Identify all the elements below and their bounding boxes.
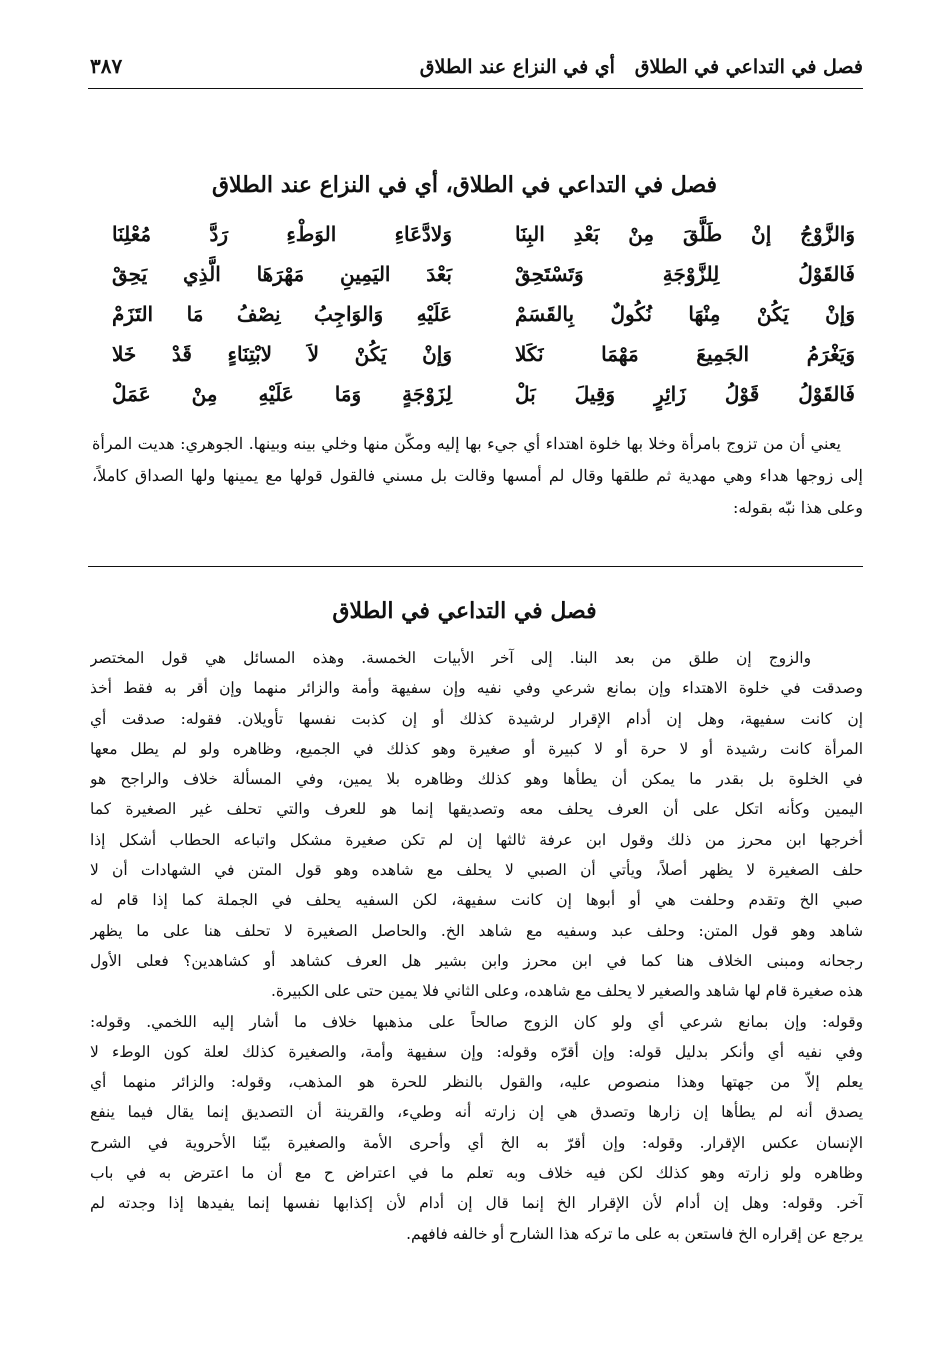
verse <box>112 254 855 294</box>
commentary-line: في الخلوة بل بقدر ما يمكن أن يطأها وهو كذلك وظاهره بلا يمين، وفي المسألة خلاف والراجح هو <box>90 770 863 789</box>
commentary-line: والزوج إن طلق من بعد البنا. إلى آخر الأبيات الخمسة. وهذه المسائل هي قول المختصر <box>90 649 811 667</box>
verse <box>112 294 855 334</box>
verse <box>112 214 855 254</box>
verse-second-hemistich: عَلَيْهِ وَالوَاجِبُ نِصْفُ مَا التَزَمْ <box>112 302 452 326</box>
verse-first-hemistich: وَإنْ يَكُنْ مِنْهَا نُكُولٌ بِالقَسَمْ <box>515 302 855 326</box>
verse-second-hemistich: بَعْدَ اليَمِينِ مَهْرَهَا الَّذِي يَحِقْ <box>112 262 452 286</box>
verse-first-hemistich: فَالقَوْلُ قَوْلُ زَائِرٍ وَقِيلَ بَلْ <box>515 382 855 406</box>
verse-first-hemistich: فَالقَوْلُ لِلزَّوْجَةِ وَتَسْتَحِقْ <box>515 262 855 286</box>
commentary-line: اليمين وكأنه اتكل على أن العرف يحلف معه وتصديقها إنما هو للعرف والتي تحلف غير الصغيرة كما <box>90 800 863 819</box>
running-header <box>90 54 863 78</box>
commentary-line: آخر. وقوله: وهل إن أدام لأن الإقرار الخ إنما قال إن أدام لأن إكذابها نفسها إنما يفيدها إذا وجدته لم <box>90 1194 863 1213</box>
commentary-line: صبي الخ وتقدم وحلفت هي أو أبوها إن كانت سفيهة، لكن السفيه يحلف في الجملة كما إذا قام له <box>90 891 863 910</box>
commentary-body <box>90 643 863 1249</box>
commentary-line: يعلم إلاّ من جهتها وهذا منصوص عليه، والقول بالنظر للحرة هو المذهب، وقوله: والزائر منهما أي <box>90 1073 863 1092</box>
explanation-paragraph: يعني أن من تزوج بامرأة وخلا بها خلوة اهتداء أي جيء بها إليه ومكّن منها وخلي بينه وبينها. الجوهري: هديت المرأة إلى زوجها هداء وهي مهدية ثم طلقها وقال لم أمسها وقالت بل مسني فالقول قولها مع يمينها ولها الصداق كاملاً، وعلى هذا نبّه بقوله: <box>92 434 863 517</box>
verse-first-hemistich: وَيَغْرَمُ الجَمِيعَ مَهْمَا نَكَلا <box>515 342 855 366</box>
commentary-section-title: فصل في التداعي في الطلاق <box>332 598 597 624</box>
page-number: ٣٨٧ <box>90 54 123 78</box>
commentary-line: حلف الصغيرة لا يظهر أصلاً، ويأتي أن الصبي لا يحلف مع شاهده وهو قول المتن في الشهادات أن لا <box>90 861 863 880</box>
verse-first-hemistich: وَالزَّوْجُ إنْ طَلَّقَ مِنْ بَعْدِ البِنَا <box>515 222 855 246</box>
section-divider <box>88 566 863 567</box>
poem-verses <box>112 214 855 414</box>
commentary-line: وظاهره ولو زارته وهو كذلك لكن فيه خلاف وبه تعلم ما في اعتراض ح مع أن ما اعترض به في باب <box>90 1164 863 1183</box>
verse <box>112 334 855 374</box>
commentary-line: يرجع عن إقراره الخ فاستعن به على ما تركه هذا الشارح أو خالفه فافهم. <box>406 1224 863 1243</box>
verse-second-hemistich: وَلادَّعَاءِ الوَطْءِ رَدَّ مُعْلِنَا <box>112 222 452 246</box>
commentary-line: إن كانت سفيهة، وهل إن أدام الإقرار لرشيدة كذلك أو إن كذبت نفسها تأويلان. فقوله: صدقت أي <box>90 709 863 728</box>
commentary-line: وفي نفيه أي وأنكر بدليل قوله: وإن أقرّه وقوله: وإن سفيهة وأمة، والصغيرة كذلك لعلة كون الوطء لا <box>90 1042 863 1061</box>
commentary-line: الإنسان عكس الإقرار. وقوله: وإن أقرّ به الخ أي وأحرى الأمة والصغيرة بيّنا الأحروية في الشرح <box>90 1133 863 1152</box>
header-title: فصل في التداعي في الطلاق أي في النزاع عند الطلاق <box>419 56 863 78</box>
commentary-line: رجحانه ومبنى الخلاف هنا كما في ابن محرز وابن بشير هل العرف كشاهد أو كشاهدين؟ فعلى الأول <box>90 951 863 970</box>
commentary-line: وصدقت في خلوة الاهتداء وإن بمانع شرعي وفي نفيه وإن سفيهة وأمة والزائر منهما وإن أقر به فقط أخذ <box>90 679 863 698</box>
commentary-line: شاهد وهو قول المتن: وحلف عبد وسفيه مع شاهد الخ. والحاصل الصغيرة لا تحلف هنا على ما يظهر <box>90 921 863 940</box>
commentary-line: أخرجها ابن محرز من ذلك وقول ابن عرفة ثالثها إن لم تكن صغيرة مشكل واتباعه الحطاب أشكل إذا <box>90 830 863 849</box>
verse-second-hemistich: وَإنْ يَكُنْ لاَ لابْتِنَاءٍ قَدْ خَلا <box>112 342 452 366</box>
commentary-line: يصدق أنه لم يطأها إن زارها وتصدق هي إن زارته أنه وطيء، والقرينة أن التصديق إنما يقال فيما ينفع <box>90 1103 863 1122</box>
verse <box>112 374 855 414</box>
verse-second-hemistich: لِزَوْجَةٍ وَمَا عَلَيْهِ مِنْ عَمَلْ <box>112 382 452 406</box>
header-rule <box>88 88 863 89</box>
commentary-line: هذه صغيرة قام لها شاهد والصغير لا يحلف مع شاهده، وعلى الثاني فلا يمين حتى على الكبيرة. <box>271 982 863 1001</box>
commentary-line: المرأة كانت رشيدة أو لا حرة أو لا كبيرة أو صغيرة وهو كذلك في الجميع، وظاهره ولو لم يطل معها <box>90 739 863 758</box>
poem-explanation <box>92 428 863 524</box>
commentary-line: وقوله: وإن بمانع شرعي أي ولو كان الزوج صالحاً على مذهبها خلاف ما أشار إليه اللخمي. وقوله: <box>90 1012 863 1031</box>
poem-section-title: فصل في التداعي في الطلاق، أي في النزاع عند الطلاق <box>211 172 718 198</box>
